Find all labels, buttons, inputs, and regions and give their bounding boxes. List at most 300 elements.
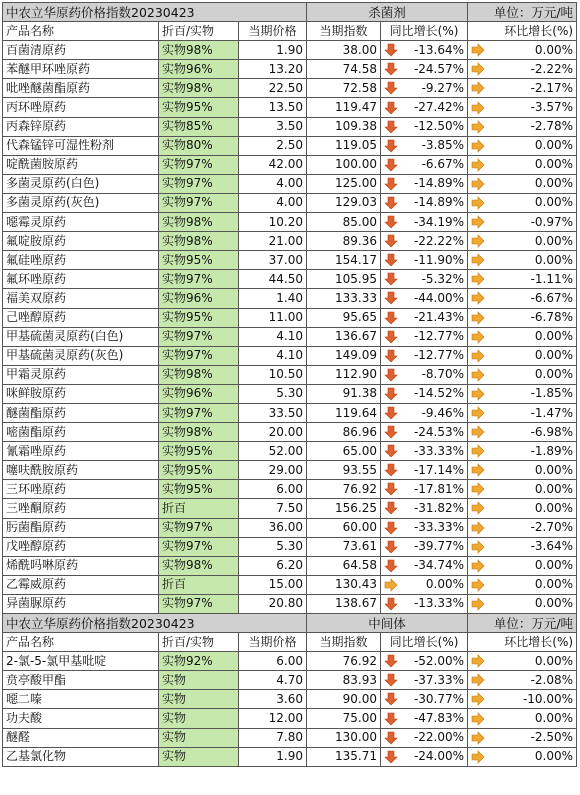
- current-price: 4.00: [239, 193, 307, 212]
- mom-change: -1.47%: [488, 403, 577, 422]
- table-row: [3, 518, 577, 537]
- yoy-arrow: [381, 270, 401, 289]
- column-header: 产品名称: [3, 22, 159, 41]
- mom-change: -3.57%: [488, 98, 577, 117]
- product-name: 醚醛: [3, 728, 159, 747]
- yoy-arrow: [381, 556, 401, 575]
- table-row: [3, 499, 577, 518]
- column-header: 折百/实物: [159, 22, 239, 41]
- yoy-change: -24.00%: [401, 747, 468, 766]
- arrow-down-icon: [384, 367, 398, 381]
- yoy-arrow: [381, 652, 401, 671]
- current-price: 10.50: [239, 365, 307, 384]
- spec-cell: 实物97%: [159, 518, 239, 537]
- mom-arrow: [468, 518, 488, 537]
- product-name: 肟菌酯原药: [3, 518, 159, 537]
- mom-arrow: [468, 232, 488, 251]
- yoy-arrow: [381, 461, 401, 480]
- arrow-right-icon: [471, 62, 485, 76]
- current-index: 85.00: [307, 213, 381, 232]
- table-row: [3, 461, 577, 480]
- yoy-arrow: [381, 518, 401, 537]
- current-price: 4.10: [239, 327, 307, 346]
- spec-cell: 实物: [159, 671, 239, 690]
- current-price: 3.60: [239, 690, 307, 709]
- column-header: 产品名称: [3, 633, 159, 652]
- mom-arrow: [468, 461, 488, 480]
- mom-change: 0.00%: [488, 327, 577, 346]
- table-row: [3, 327, 577, 346]
- current-index: 60.00: [307, 518, 381, 537]
- current-index: 100.00: [307, 155, 381, 174]
- product-name: 啶酰菌胺原药: [3, 155, 159, 174]
- arrow-down-icon: [384, 654, 398, 668]
- arrow-down-icon: [384, 329, 398, 343]
- yoy-change: -33.33%: [401, 518, 468, 537]
- arrow-right-icon: [471, 444, 485, 458]
- spec-cell: 实物97%: [159, 594, 239, 613]
- mom-change: -1.85%: [488, 384, 577, 403]
- table-row: [3, 174, 577, 193]
- yoy-change: -12.77%: [401, 346, 468, 365]
- yoy-arrow: [381, 79, 401, 98]
- mom-arrow: [468, 747, 488, 766]
- mom-change: 0.00%: [488, 461, 577, 480]
- arrow-right-icon: [471, 463, 485, 477]
- column-header: 同比增长(%): [381, 633, 468, 652]
- spec-cell: 实物: [159, 709, 239, 728]
- section-title: 中农立华原药价格指数20230423: [3, 3, 307, 22]
- current-price: 10.20: [239, 213, 307, 232]
- mom-arrow: [468, 213, 488, 232]
- current-price: 2.50: [239, 136, 307, 155]
- arrow-right-icon: [471, 348, 485, 362]
- current-price: 5.30: [239, 537, 307, 556]
- yoy-change: -31.82%: [401, 499, 468, 518]
- yoy-arrow: [381, 423, 401, 442]
- current-index: 91.38: [307, 384, 381, 403]
- yoy-change: -13.33%: [401, 594, 468, 613]
- mom-arrow: [468, 537, 488, 556]
- arrow-down-icon: [384, 81, 398, 95]
- current-price: 6.00: [239, 652, 307, 671]
- yoy-change: -22.22%: [401, 232, 468, 251]
- mom-change: 0.00%: [488, 747, 577, 766]
- spec-cell: 实物: [159, 728, 239, 747]
- spec-cell: 实物97%: [159, 193, 239, 212]
- product-name: 乙基氯化物: [3, 747, 159, 766]
- yoy-arrow: [381, 136, 401, 155]
- yoy-change: -52.00%: [401, 652, 468, 671]
- current-price: 5.30: [239, 384, 307, 403]
- mom-arrow: [468, 709, 488, 728]
- yoy-arrow: [381, 499, 401, 518]
- table-row: [3, 652, 577, 671]
- current-index: 95.65: [307, 308, 381, 327]
- yoy-arrow: [381, 671, 401, 690]
- yoy-arrow: [381, 213, 401, 232]
- mom-arrow: [468, 270, 488, 289]
- table-row: [3, 213, 577, 232]
- yoy-arrow: [381, 480, 401, 499]
- price-index-sheet: [2, 2, 576, 767]
- mom-change: 0.00%: [488, 652, 577, 671]
- product-name: 烯酰吗啉原药: [3, 556, 159, 575]
- spec-cell: 实物98%: [159, 365, 239, 384]
- mom-change: -0.97%: [488, 213, 577, 232]
- current-price: 4.10: [239, 346, 307, 365]
- current-price: 15.00: [239, 575, 307, 594]
- current-price: 7.80: [239, 728, 307, 747]
- current-index: 90.00: [307, 690, 381, 709]
- arrow-right-icon: [471, 501, 485, 515]
- arrow-right-icon: [471, 367, 485, 381]
- arrow-down-icon: [384, 386, 398, 400]
- arrow-right-icon: [471, 100, 485, 114]
- product-name: 醚菌酯原药: [3, 403, 159, 422]
- current-price: 20.80: [239, 594, 307, 613]
- current-index: 76.92: [307, 480, 381, 499]
- arrow-down-icon: [384, 539, 398, 553]
- yoy-change: -3.85%: [401, 136, 468, 155]
- arrow-right-icon: [471, 425, 485, 439]
- spec-cell: 实物: [159, 747, 239, 766]
- yoy-change: -21.43%: [401, 308, 468, 327]
- spec-cell: 实物98%: [159, 556, 239, 575]
- arrow-down-icon: [384, 215, 398, 229]
- table-row: [3, 60, 577, 79]
- table-row: [3, 442, 577, 461]
- current-price: 1.40: [239, 289, 307, 308]
- spec-cell: 实物98%: [159, 41, 239, 60]
- arrow-right-icon: [471, 272, 485, 286]
- current-index: 119.64: [307, 403, 381, 422]
- arrow-right-icon: [471, 234, 485, 248]
- table-row: [3, 709, 577, 728]
- yoy-arrow: [381, 60, 401, 79]
- spec-cell: 实物97%: [159, 346, 239, 365]
- yoy-change: -30.77%: [401, 690, 468, 709]
- product-name: 代森锰锌可湿性粉剂: [3, 136, 159, 155]
- yoy-change: -9.46%: [401, 403, 468, 422]
- table-row: [3, 690, 577, 709]
- yoy-change: -11.90%: [401, 251, 468, 270]
- current-index: 149.09: [307, 346, 381, 365]
- mom-change: -2.50%: [488, 728, 577, 747]
- current-index: 89.36: [307, 232, 381, 251]
- product-name: 甲霜灵原药: [3, 365, 159, 384]
- current-index: 129.03: [307, 193, 381, 212]
- mom-arrow: [468, 384, 488, 403]
- yoy-change: -17.14%: [401, 461, 468, 480]
- spec-cell: 实物95%: [159, 251, 239, 270]
- arrow-right-icon: [471, 749, 485, 763]
- current-price: 1.90: [239, 41, 307, 60]
- yoy-change: -47.83%: [401, 709, 468, 728]
- yoy-arrow: [381, 575, 401, 594]
- product-name: 丙森锌原药: [3, 117, 159, 136]
- mom-arrow: [468, 671, 488, 690]
- spec-cell: 实物96%: [159, 60, 239, 79]
- arrow-down-icon: [384, 692, 398, 706]
- mom-arrow: [468, 346, 488, 365]
- arrow-right-icon: [471, 329, 485, 343]
- arrow-down-icon: [384, 138, 398, 152]
- section-title-row: [3, 3, 577, 22]
- mom-change: -2.22%: [488, 60, 577, 79]
- current-index: 105.95: [307, 270, 381, 289]
- table-row: [3, 270, 577, 289]
- product-name: 戊唑醇原药: [3, 537, 159, 556]
- price-table: [2, 2, 577, 767]
- spec-cell: 实物80%: [159, 136, 239, 155]
- current-price: 36.00: [239, 518, 307, 537]
- arrow-down-icon: [384, 119, 398, 133]
- column-header: 当期指数: [307, 22, 381, 41]
- spec-cell: 实物95%: [159, 98, 239, 117]
- product-name: 氰霜唑原药: [3, 442, 159, 461]
- current-index: 76.92: [307, 652, 381, 671]
- yoy-arrow: [381, 690, 401, 709]
- mom-arrow: [468, 652, 488, 671]
- mom-arrow: [468, 690, 488, 709]
- mom-arrow: [468, 98, 488, 117]
- column-header: 当期价格: [239, 633, 307, 652]
- current-price: 11.00: [239, 308, 307, 327]
- arrow-right-icon: [471, 119, 485, 133]
- arrow-down-icon: [384, 348, 398, 362]
- yoy-arrow: [381, 747, 401, 766]
- current-index: 109.38: [307, 117, 381, 136]
- arrow-down-icon: [384, 176, 398, 190]
- yoy-arrow: [381, 346, 401, 365]
- current-price: 1.90: [239, 747, 307, 766]
- current-price: 33.50: [239, 403, 307, 422]
- mom-arrow: [468, 423, 488, 442]
- spec-cell: 实物97%: [159, 327, 239, 346]
- arrow-down-icon: [384, 749, 398, 763]
- yoy-arrow: [381, 442, 401, 461]
- arrow-down-icon: [384, 596, 398, 610]
- arrow-down-icon: [384, 157, 398, 171]
- product-name: 苯醚甲环唑原药: [3, 60, 159, 79]
- mom-change: 0.00%: [488, 136, 577, 155]
- spec-cell: 实物96%: [159, 384, 239, 403]
- column-header-row: [3, 633, 577, 652]
- table-row: [3, 289, 577, 308]
- spec-cell: 实物95%: [159, 308, 239, 327]
- product-name: 吡唑醚菌酯原药: [3, 79, 159, 98]
- table-row: [3, 232, 577, 251]
- mom-arrow: [468, 136, 488, 155]
- arrow-right-icon: [471, 577, 485, 591]
- yoy-change: -5.32%: [401, 270, 468, 289]
- mom-change: -6.67%: [488, 289, 577, 308]
- arrow-right-icon: [471, 730, 485, 744]
- current-price: 3.50: [239, 117, 307, 136]
- mom-arrow: [468, 289, 488, 308]
- yoy-arrow: [381, 594, 401, 613]
- product-name: 氟硅唑原药: [3, 251, 159, 270]
- spec-cell: 实物97%: [159, 270, 239, 289]
- mom-arrow: [468, 365, 488, 384]
- spec-cell: 实物97%: [159, 537, 239, 556]
- spec-cell: 实物95%: [159, 461, 239, 480]
- current-price: 6.20: [239, 556, 307, 575]
- yoy-change: -34.74%: [401, 556, 468, 575]
- table-row: [3, 556, 577, 575]
- section-title-row: [3, 614, 577, 633]
- current-index: 133.33: [307, 289, 381, 308]
- current-index: 64.58: [307, 556, 381, 575]
- yoy-arrow: [381, 308, 401, 327]
- arrow-right-icon: [471, 215, 485, 229]
- arrow-down-icon: [384, 730, 398, 744]
- yoy-arrow: [381, 232, 401, 251]
- spec-cell: 实物85%: [159, 117, 239, 136]
- mom-change: 0.00%: [488, 193, 577, 212]
- current-price: 52.00: [239, 442, 307, 461]
- arrow-down-icon: [384, 520, 398, 534]
- current-price: 22.50: [239, 79, 307, 98]
- current-index: 130.00: [307, 728, 381, 747]
- yoy-arrow: [381, 98, 401, 117]
- arrow-down-icon: [384, 673, 398, 687]
- table-row: [3, 403, 577, 422]
- arrow-down-icon: [384, 272, 398, 286]
- column-header-row: [3, 22, 577, 41]
- yoy-change: -22.00%: [401, 728, 468, 747]
- table-row: [3, 480, 577, 499]
- mom-change: 0.00%: [488, 251, 577, 270]
- yoy-change: -24.53%: [401, 423, 468, 442]
- mom-change: -1.11%: [488, 270, 577, 289]
- mom-arrow: [468, 499, 488, 518]
- arrow-right-icon: [471, 291, 485, 305]
- spec-cell: 实物98%: [159, 213, 239, 232]
- mom-arrow: [468, 155, 488, 174]
- current-price: 44.50: [239, 270, 307, 289]
- yoy-change: -44.00%: [401, 289, 468, 308]
- arrow-right-icon: [471, 195, 485, 209]
- product-name: 噻呋酰胺原药: [3, 461, 159, 480]
- mom-change: 0.00%: [488, 499, 577, 518]
- mom-arrow: [468, 60, 488, 79]
- current-index: 154.17: [307, 251, 381, 270]
- yoy-change: -9.27%: [401, 79, 468, 98]
- section-category: 杀菌剂: [307, 3, 468, 22]
- arrow-down-icon: [384, 501, 398, 515]
- arrow-right-icon: [471, 673, 485, 687]
- current-index: 119.05: [307, 136, 381, 155]
- spec-cell: 折百: [159, 575, 239, 594]
- arrow-down-icon: [384, 463, 398, 477]
- yoy-change: -27.42%: [401, 98, 468, 117]
- arrow-down-icon: [384, 425, 398, 439]
- current-index: 74.58: [307, 60, 381, 79]
- arrow-right-icon: [471, 310, 485, 324]
- mom-change: -6.78%: [488, 308, 577, 327]
- yoy-change: -14.89%: [401, 193, 468, 212]
- table-row: [3, 193, 577, 212]
- table-row: [3, 79, 577, 98]
- yoy-change: -24.57%: [401, 60, 468, 79]
- current-price: 4.00: [239, 174, 307, 193]
- current-index: 112.90: [307, 365, 381, 384]
- arrow-right-icon: [471, 482, 485, 496]
- yoy-arrow: [381, 327, 401, 346]
- arrow-right-icon: [471, 138, 485, 152]
- arrow-down-icon: [384, 43, 398, 57]
- current-index: 156.25: [307, 499, 381, 518]
- spec-cell: 实物97%: [159, 403, 239, 422]
- arrow-right-icon: [471, 386, 485, 400]
- yoy-arrow: [381, 365, 401, 384]
- mom-change: 0.00%: [488, 709, 577, 728]
- mom-change: -2.78%: [488, 117, 577, 136]
- current-price: 12.00: [239, 709, 307, 728]
- spec-cell: 实物97%: [159, 155, 239, 174]
- arrow-right-icon: [471, 43, 485, 57]
- mom-change: 0.00%: [488, 556, 577, 575]
- spec-cell: 实物95%: [159, 480, 239, 499]
- current-index: 136.67: [307, 327, 381, 346]
- yoy-change: -39.77%: [401, 537, 468, 556]
- product-name: 功夫酸: [3, 709, 159, 728]
- mom-change: 0.00%: [488, 41, 577, 60]
- product-name: 百菌清原药: [3, 41, 159, 60]
- arrow-right-icon: [471, 406, 485, 420]
- arrow-down-icon: [384, 444, 398, 458]
- product-name: 己唑醇原药: [3, 308, 159, 327]
- current-index: 93.55: [307, 461, 381, 480]
- table-row: [3, 41, 577, 60]
- arrow-down-icon: [384, 195, 398, 209]
- product-name: 甲基硫菌灵原药(白色): [3, 327, 159, 346]
- table-row: [3, 136, 577, 155]
- arrow-right-icon: [471, 692, 485, 706]
- arrow-right-icon: [471, 520, 485, 534]
- mom-change: -3.64%: [488, 537, 577, 556]
- product-name: 多菌灵原药(白色): [3, 174, 159, 193]
- mom-arrow: [468, 594, 488, 613]
- table-row: [3, 594, 577, 613]
- mom-arrow: [468, 403, 488, 422]
- column-header: 折百/实物: [159, 633, 239, 652]
- current-price: 42.00: [239, 155, 307, 174]
- current-index: 38.00: [307, 41, 381, 60]
- product-name: 噁二嗪: [3, 690, 159, 709]
- mom-arrow: [468, 575, 488, 594]
- spec-cell: 实物98%: [159, 232, 239, 251]
- arrow-down-icon: [384, 100, 398, 114]
- current-price: 21.00: [239, 232, 307, 251]
- yoy-arrow: [381, 193, 401, 212]
- table-row: [3, 747, 577, 766]
- arrow-right-icon: [384, 577, 398, 591]
- product-name: 乙霉威原药: [3, 575, 159, 594]
- table-row: [3, 155, 577, 174]
- yoy-change: -14.52%: [401, 384, 468, 403]
- product-name: 丙环唑原药: [3, 98, 159, 117]
- arrow-right-icon: [471, 253, 485, 267]
- current-index: 72.58: [307, 79, 381, 98]
- mom-change: 0.00%: [488, 232, 577, 251]
- current-index: 65.00: [307, 442, 381, 461]
- mom-change: 0.00%: [488, 594, 577, 613]
- arrow-right-icon: [471, 176, 485, 190]
- table-row: [3, 671, 577, 690]
